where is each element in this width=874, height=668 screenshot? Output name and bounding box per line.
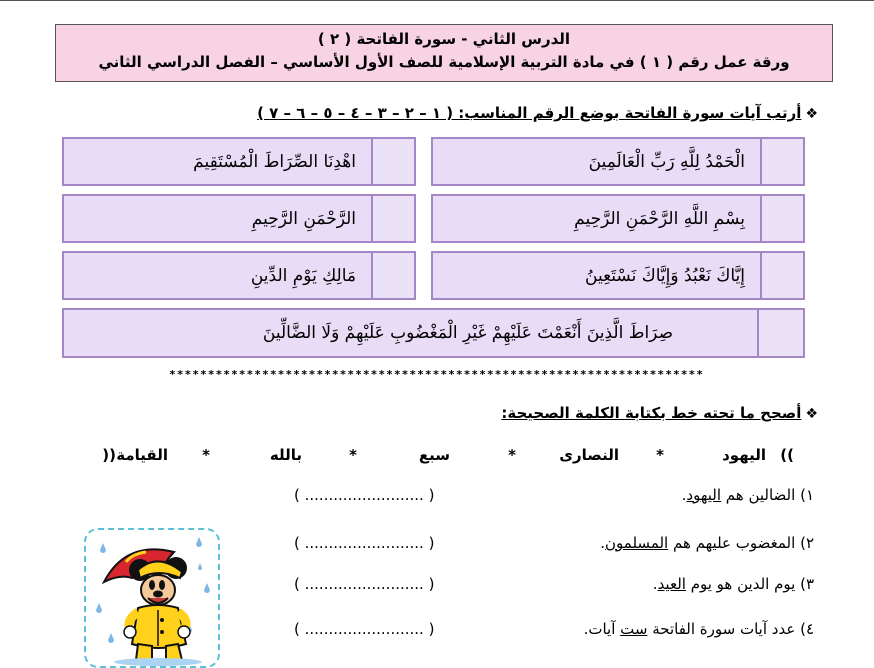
- verse-box: [431, 251, 805, 300]
- verse-number-box[interactable]: [371, 196, 414, 241]
- question-2-heading: [501, 404, 818, 422]
- verse-number-box[interactable]: [760, 196, 803, 241]
- verse-text: الْحَمْدُ لِلَّهِ رَبِّ الْعَالَمِينَ: [588, 151, 745, 172]
- verse-box: [62, 194, 416, 243]
- top-border: [0, 0, 874, 1]
- verse-number-box[interactable]: [760, 139, 803, 184]
- verse-box: [62, 251, 416, 300]
- verse-text: إِيَّاكَ نَعْبُدُ وَإِيَّاكَ نَسْتَعِينُ: [585, 265, 745, 286]
- answer-blank[interactable]: ( ......................... ): [294, 486, 435, 504]
- correction-item: [600, 534, 814, 552]
- correction-item: [584, 620, 814, 638]
- word-bank-separator: *: [656, 446, 664, 464]
- verse-text: صِرَاطَ الَّذِينَ أَنْعَمْتَ عَلَيْهِمْ غَيْرِ الْمَغْضُوبِ عَلَيْهِمْ وَلَا الضَّالِّينَ: [262, 323, 673, 343]
- verse-text: بِسْمِ اللَّهِ الرَّحْمَنِ الرَّحِيمِ: [574, 208, 745, 229]
- item-text-end: .: [652, 575, 658, 593]
- item-number: ٣): [800, 575, 814, 593]
- word-bank: [92, 446, 794, 472]
- item-number: ٢): [800, 534, 814, 552]
- word-bank-word: النصارى: [559, 446, 619, 464]
- word-bank-separator: *: [349, 446, 357, 464]
- answer-blank[interactable]: ( ......................... ): [294, 575, 435, 593]
- item-text-end: .: [600, 534, 606, 552]
- item-text: المغضوب عليهم هم: [668, 534, 796, 552]
- underlined-word: ست: [620, 620, 648, 638]
- word-bank-word: سبع: [418, 446, 450, 464]
- question-1-title: أرتب آيات سورة الفاتحة بوضع الرقم المناسب: ( ١ – ٢ – ٣ – ٤ – ٥ – ٦ – ٧ ): [257, 104, 802, 122]
- diamond-bullet-icon: ❖: [805, 406, 818, 422]
- verse-text: اهْدِنَا الصِّرَاطَ الْمُسْتَقِيمَ: [193, 151, 356, 172]
- cartoon-umbrella-picture: [84, 528, 220, 668]
- verse-text: الرَّحْمَنِ الرَّحِيمِ: [251, 208, 356, 229]
- word-bank-separator: *: [508, 446, 516, 464]
- separator-stars: *********************************************************************: [169, 368, 705, 381]
- lesson-title: الدرس الثاني - سورة الفاتحة ( ٢ ): [317, 30, 571, 48]
- item-text: الضالين هم: [721, 486, 796, 504]
- item-text-end: آيات.: [583, 620, 621, 638]
- correction-item: [682, 486, 814, 504]
- verse-number-box[interactable]: [760, 253, 803, 298]
- word-bank-word: القيامة: [116, 446, 168, 464]
- diamond-bullet-icon: ❖: [805, 106, 818, 122]
- word-bank-close: )): [102, 446, 116, 464]
- item-text: يوم الدين هو يوم: [685, 575, 796, 593]
- verse-box: [62, 137, 416, 186]
- answer-blank[interactable]: ( ......................... ): [294, 620, 435, 638]
- item-text-end: .: [681, 486, 687, 504]
- item-number: ٤): [800, 620, 814, 638]
- underlined-word: العيد: [657, 575, 686, 593]
- word-bank-word: بالله: [269, 446, 302, 464]
- verse-box: [431, 194, 805, 243]
- verse-text: مَالِكِ يَوْمِ الدِّينِ: [250, 265, 356, 286]
- correction-item: [653, 575, 814, 593]
- word-bank-open: ((: [780, 446, 794, 464]
- word-bank-word: اليهود: [722, 446, 766, 464]
- worksheet-subtitle: ورقة عمل رقم ( ١ ) في مادة التربية الإسلامية للصف الأول الأساسي – الفصل الدراسي الثاني: [98, 53, 790, 71]
- verse-box: [431, 137, 805, 186]
- word-bank-separator: *: [202, 446, 210, 464]
- verse-box-wide: [62, 308, 805, 358]
- verse-number-box[interactable]: [371, 139, 414, 184]
- question-1-heading: [257, 104, 818, 122]
- worksheet-header: [55, 24, 833, 82]
- verse-number-box[interactable]: [757, 310, 803, 356]
- item-text: عدد آيات سورة الفاتحة: [647, 620, 796, 638]
- underlined-word: اليهود: [686, 486, 722, 504]
- verse-number-box[interactable]: [371, 253, 414, 298]
- underlined-word: المسلمون: [605, 534, 669, 552]
- mouse-with-umbrella-icon: [86, 530, 218, 666]
- answer-blank[interactable]: ( ......................... ): [294, 534, 435, 552]
- item-number: ١): [800, 486, 814, 504]
- question-2-title: أصحح ما تحته خط بكتابة الكلمة الصحيحة:: [501, 404, 802, 422]
